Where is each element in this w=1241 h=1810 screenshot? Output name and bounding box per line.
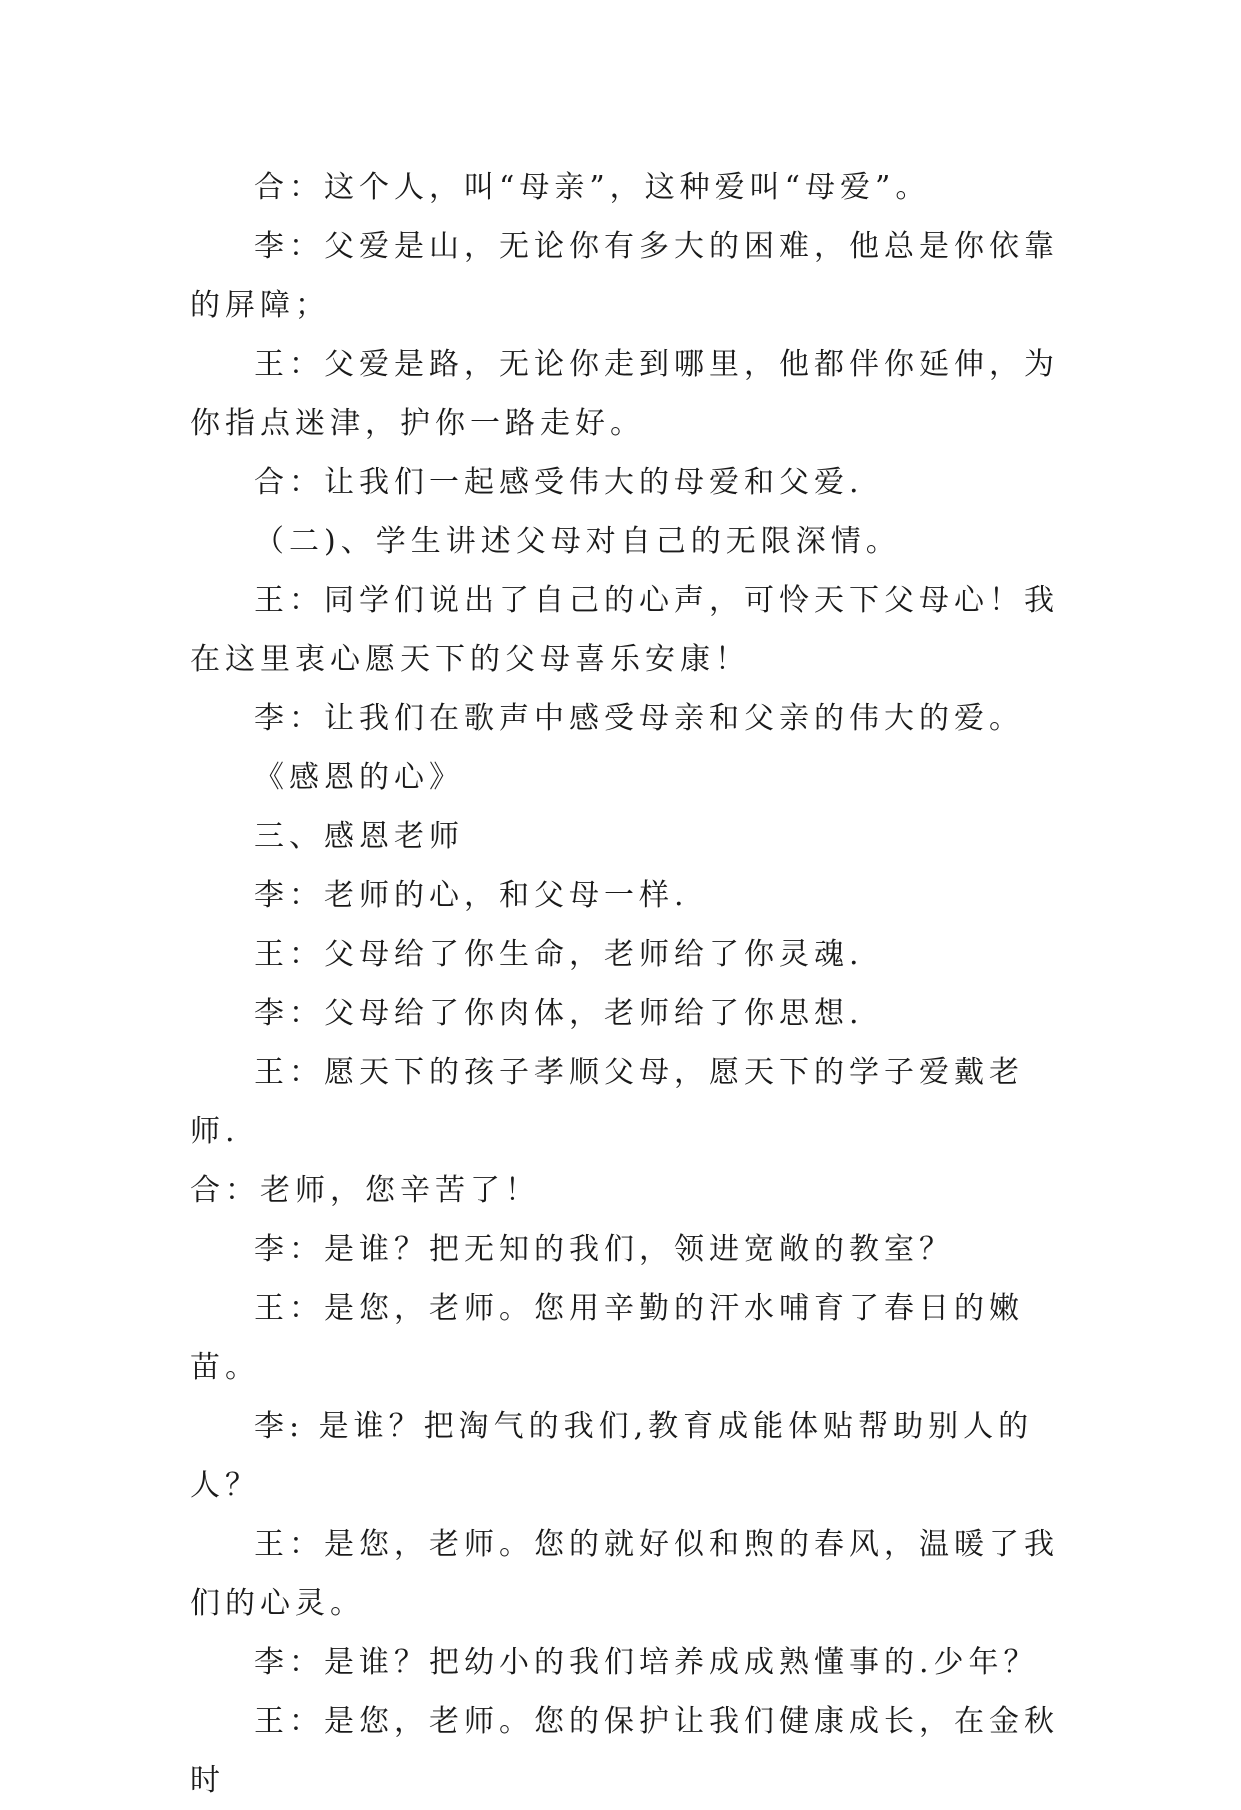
paragraph: 《感恩的心》: [254, 760, 464, 795]
paragraph: 王：父母给了你生命，老师给了你灵魂.: [254, 937, 864, 972]
paragraph: （二)、学生讲述父母对自己的无限深情。: [254, 524, 901, 559]
paragraph: 王：是您，老师。您用辛勤的汗水哺育了春日的嫩苗。: [190, 1291, 1024, 1385]
paragraph: 王：是您，老师。您的保护让我们健康成长，在金秋时: [190, 1704, 1059, 1798]
paragraph: 三、感恩老师: [254, 819, 464, 854]
paragraph: 王：愿天下的孩子孝顺父母，愿天下的学子爱戴老师.: [190, 1055, 1024, 1149]
paragraph: 合：让我们一起感受伟大的母爱和父爱.: [254, 465, 864, 500]
paragraph: 李：是谁？把幼小的我们培养成成熟懂事的.少年？: [254, 1645, 1039, 1680]
paragraph: 李: 是谁？把淘气的我们,教育成能体贴帮助别人的人？: [190, 1409, 1034, 1503]
document-body: [190, 158, 1070, 1810]
paragraph: 李：父母给了你肉体，老师给了你思想.: [254, 996, 864, 1031]
paragraph: 王：父爱是路，无论你走到哪里，他都伴你延伸，为你指点迷津，护你一路走好。: [190, 347, 1059, 441]
paragraph: 李：是谁？把无知的我们，领进宽敞的教室？: [254, 1232, 954, 1267]
paragraph: 李：让我们在歌声中感受母亲和父亲的伟大的爱。: [254, 701, 1024, 736]
paragraph: 合：这个人，叫“母亲”，这种爱叫“母爱”。: [254, 170, 931, 205]
paragraph: 王：同学们说出了自己的心声，可怜天下父母心！我在这里衷心愿天下的父母喜乐安康！: [190, 583, 1059, 677]
paragraph: 王：是您，老师。您的就好似和煦的春风，温暖了我们的心灵。: [190, 1527, 1059, 1621]
paragraph: 李：父爱是山，无论你有多大的困难，他总是你依靠的屏障；: [190, 229, 1059, 323]
paragraph: 李：老师的心，和父母一样.: [254, 878, 689, 913]
paragraph: 合：老师，您辛苦了！: [190, 1173, 540, 1208]
